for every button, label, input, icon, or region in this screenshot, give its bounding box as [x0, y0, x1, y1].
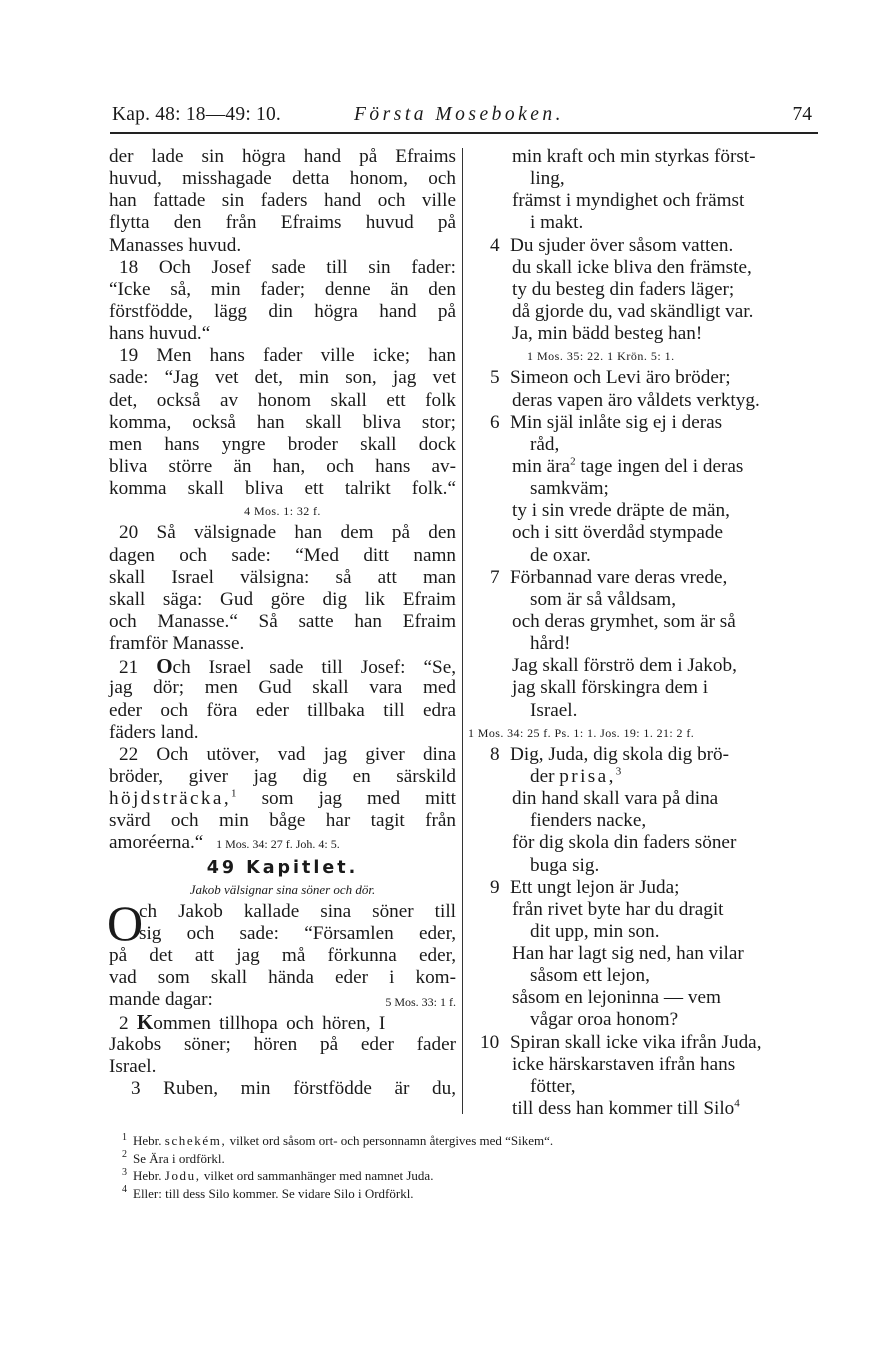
- text-line: [109, 832, 456, 854]
- text-line: Manasses huvud.: [109, 234, 242, 256]
- footnote-marker: 1: [231, 787, 237, 800]
- text-line: ty du besteg din faders läger;: [512, 278, 735, 300]
- text-line: jag dör; men Gud skall vara med: [109, 677, 456, 699]
- header-rule: [110, 132, 818, 134]
- footnote-3: [122, 1167, 553, 1185]
- verse-text: Du sjuder över såsom vatten.: [510, 234, 734, 256]
- text-line: i makt.: [530, 212, 584, 234]
- verse-6: [472, 412, 818, 434]
- footnote-text: Hebr.: [133, 1133, 165, 1148]
- text-line: men hans yngre broder skall dock: [109, 433, 456, 455]
- text-line: och i sitt överdåd stympade: [512, 522, 724, 544]
- page-number: 74: [792, 104, 812, 125]
- text-line: vågar oroa honom?: [530, 1009, 679, 1031]
- text-line: förstfödde, lägg din högra hand på: [109, 300, 456, 322]
- verse-number: 6: [490, 411, 500, 433]
- text-line: som är så våldsam,: [530, 588, 677, 610]
- cross-reference: 4 Mos. 1: 32 f.: [244, 504, 321, 519]
- footnotes: [122, 1132, 553, 1202]
- verse-text: ommen tillhopa och hören, I: [153, 1013, 386, 1035]
- column-divider: [462, 148, 463, 1114]
- text-line: för dig skola din faders söner: [512, 832, 737, 854]
- text-line: jag skall förskingra dem i: [512, 677, 709, 699]
- text-line: ty i sin vrede dräpte de män,: [512, 500, 730, 522]
- text-line: framför Manasse.: [109, 633, 245, 655]
- footnote-text: vilket ord såsom ort- och personnamn återgives med “Sikem“.: [226, 1133, 554, 1148]
- text-line: Han har lagt sig ned, han vilar: [512, 943, 744, 965]
- verse-initial: K: [136, 1010, 154, 1035]
- text-line: Israel.: [109, 1055, 157, 1077]
- text-line: bliva större än han, och hans av-: [109, 455, 456, 477]
- footnote-1: [122, 1132, 553, 1150]
- text-line: [109, 989, 456, 1011]
- text-line: bröder, giver jag dig en särskild: [109, 765, 456, 787]
- text-line: ling,: [530, 168, 565, 190]
- spaced-word: schekém,: [164, 1133, 227, 1148]
- verse-text: tage ingen del i deras: [575, 455, 744, 477]
- text-line: han fattade sin faders hand och ville: [109, 190, 456, 212]
- verse-text: min ära: [512, 455, 571, 477]
- footnote-mark: 2: [122, 1149, 127, 1161]
- cross-reference: 1 Mos. 35: 22. 1 Krön. 5: 1.: [527, 349, 675, 364]
- text-line: icke härskarstaven ifrån hans: [512, 1053, 736, 1075]
- text-line: sade: “Jag vet det, min son, jag vet: [109, 367, 456, 389]
- text-line: råd,: [530, 433, 560, 455]
- verse-10: [472, 1032, 818, 1054]
- verse-text: Dig, Juda, dig skola dig brö-: [510, 743, 730, 765]
- text-line: “Icke så, min fader; denne än den: [109, 278, 456, 300]
- verse-text: der: [530, 765, 560, 787]
- footnote-text: vilket ord sammanhänger med namnet Juda.: [200, 1168, 434, 1183]
- verse-number: 10: [480, 1031, 500, 1053]
- verse-text: amoréerna.“: [109, 832, 204, 854]
- verse-text: Simeon och Levi äro bröder;: [510, 367, 731, 389]
- spaced-word: prisa,: [559, 765, 616, 787]
- footnote-4: [122, 1185, 553, 1203]
- verse-number: 2: [119, 1013, 129, 1035]
- text-line: Israel.: [530, 699, 578, 721]
- drop-cap: O: [107, 894, 144, 951]
- text-line: sig och sade: “Församlen eder,: [139, 922, 456, 944]
- text-line: der lade sin högra hand på Efraims: [109, 146, 456, 167]
- verse-text: som jag med mitt: [236, 788, 456, 810]
- text-line: och deras grymhet, som är så: [512, 610, 736, 632]
- text-line: då gjorde du, vad skändligt var.: [512, 300, 754, 322]
- text-line: såsom ett lejon,: [530, 965, 650, 987]
- footnote-marker: 2: [570, 455, 576, 468]
- right-column: [468, 146, 818, 1120]
- verse-21: [109, 655, 456, 677]
- footnote-text: Hebr.: [133, 1168, 165, 1183]
- verse-number: 4: [490, 234, 500, 256]
- footnote-2: [122, 1150, 553, 1168]
- footnote-mark: 1: [122, 1131, 127, 1143]
- chapter-reference: Kap. 48: 18—49: 10.: [112, 104, 281, 125]
- book-title: Första Moseboken.: [354, 104, 565, 125]
- text-line: fienders nacke,: [530, 810, 647, 832]
- text-line: [472, 766, 818, 788]
- footnote-text: Eller: till dess Silo kommer. Se vidare Silo i Ordförkl.: [133, 1185, 414, 1201]
- text-line: hans huvud.“: [109, 323, 211, 345]
- verse-text: Förbannad vare deras vrede,: [510, 566, 728, 588]
- cross-reference: 5 Mos. 33: 1 f.: [385, 995, 456, 1010]
- text-line: eder och föra eder tillbaka till edra: [109, 699, 456, 721]
- text-line: det, också av honom skall ett folk: [109, 389, 456, 411]
- left-column: [109, 146, 456, 1100]
- verse-number: 9: [490, 876, 500, 898]
- text-line: skall Israel välsigna: så att man: [109, 566, 456, 588]
- text-line: och Manasse.“ Så satte han Efraim: [109, 610, 456, 632]
- text-line: dit upp, min son.: [530, 920, 660, 942]
- chapter-heading: 49 Kapitlet.: [206, 857, 359, 878]
- verse-20: 20 Så välsignade han dem på den: [119, 522, 456, 544]
- verse-4: [472, 235, 818, 257]
- verse-number: 8: [490, 743, 500, 765]
- text-line: buga sig.: [530, 854, 600, 876]
- footnote-mark: 4: [122, 1184, 127, 1196]
- verse-text: Ett ungt lejon är Juda;: [510, 876, 680, 898]
- text-line: komma skall bliva ett talrikt folk.“: [109, 478, 456, 500]
- footnote-text: Se Ära i ordförkl.: [133, 1150, 225, 1166]
- text-line: svärd och min båge har tagit från: [109, 810, 456, 832]
- text-line: komma, också han skall bliva stor;: [109, 411, 456, 433]
- cross-reference: 1 Mos. 34: 27 f. Joh. 4: 5.: [216, 837, 340, 852]
- text-line: flytta den från Efraims huvud på: [109, 212, 456, 234]
- text-line: vad som skall hända eder i kom-: [109, 967, 456, 989]
- text-line: [109, 788, 456, 810]
- verse-number: 7: [490, 566, 500, 588]
- text-line: hård!: [530, 633, 571, 655]
- text-line: dagen och sade: “Med ditt namn: [109, 544, 456, 566]
- verse-number: 21: [119, 657, 139, 679]
- verse-22: 22 Och utöver, vad jag giver dina: [119, 743, 456, 765]
- text-line: såsom en lejoninna — vem: [512, 987, 721, 1009]
- text-line: främst i myndighet och främst: [512, 190, 745, 212]
- text-line: min kraft och min styrkas först-: [512, 146, 756, 167]
- chapter-summary: Jakob välsignar sina söner och dör.: [189, 881, 376, 897]
- text-line: [472, 456, 818, 478]
- text-line: Ja, min bädd besteg han!: [512, 323, 703, 345]
- text-line: Jag skall förströ dem i Jakob,: [512, 655, 737, 677]
- footnote-mark: 3: [122, 1166, 127, 1178]
- verse-text: ch Jakob kallade sina söner till: [139, 900, 456, 922]
- text-line: du skall icke bliva den främste,: [512, 256, 752, 278]
- verse-text: mande dagar:: [109, 989, 213, 1011]
- verse-initial: O: [156, 654, 173, 679]
- verse-2: [109, 1011, 456, 1033]
- verse-text: Min själ inlåte sig ej i deras: [510, 411, 723, 433]
- verse-19: 19 Men hans fader ville icke; han: [119, 345, 456, 367]
- verse-text: Spiran skall icke vika ifrån Juda,: [510, 1031, 762, 1053]
- footnote-marker: 3: [615, 765, 622, 778]
- spaced-word: Jodu,: [164, 1168, 201, 1183]
- verse-8: [472, 744, 818, 766]
- verse-number: 5: [490, 367, 500, 389]
- text-line: de oxar.: [530, 544, 591, 566]
- verse-7: [472, 567, 818, 589]
- page-header: [112, 100, 818, 132]
- text-line: din hand skall vara på dina: [512, 788, 719, 810]
- text-line: fäders land.: [109, 721, 199, 743]
- text-line: fötter,: [530, 1075, 576, 1097]
- text-line: från rivet byte har du dragit: [512, 898, 724, 920]
- text-line: huvud, misshagade detta honom, och: [109, 168, 456, 190]
- verse-5: [472, 367, 818, 389]
- text-line: skall säga: Gud göre dig lik Efraim: [109, 588, 456, 610]
- spaced-word: höjdsträcka,: [109, 788, 232, 810]
- text-line: Jakobs söner; hören på eder fader: [109, 1033, 456, 1055]
- footnote-marker: 4: [734, 1097, 740, 1110]
- verse-9: [472, 877, 818, 899]
- text-line: samkväm;: [530, 478, 609, 500]
- verse-18: 18 Och Josef sade till sin fader:: [119, 256, 456, 278]
- verse-text: ch Israel sade till Josef: “Se,: [172, 657, 457, 679]
- verse-text: till dess han kommer till Silo: [512, 1098, 735, 1120]
- cross-reference: 1 Mos. 34: 25 f. Ps. 1: 1. Jos. 19: 1. 21: 2 f.: [468, 725, 695, 740]
- text-line: [472, 1098, 818, 1120]
- text-line: på det att jag må förkunna eder,: [109, 945, 456, 967]
- verse-3: 3 Ruben, min förstfödde är du,: [131, 1077, 456, 1099]
- text-line: deras vapen äro våldets verktyg.: [512, 389, 760, 411]
